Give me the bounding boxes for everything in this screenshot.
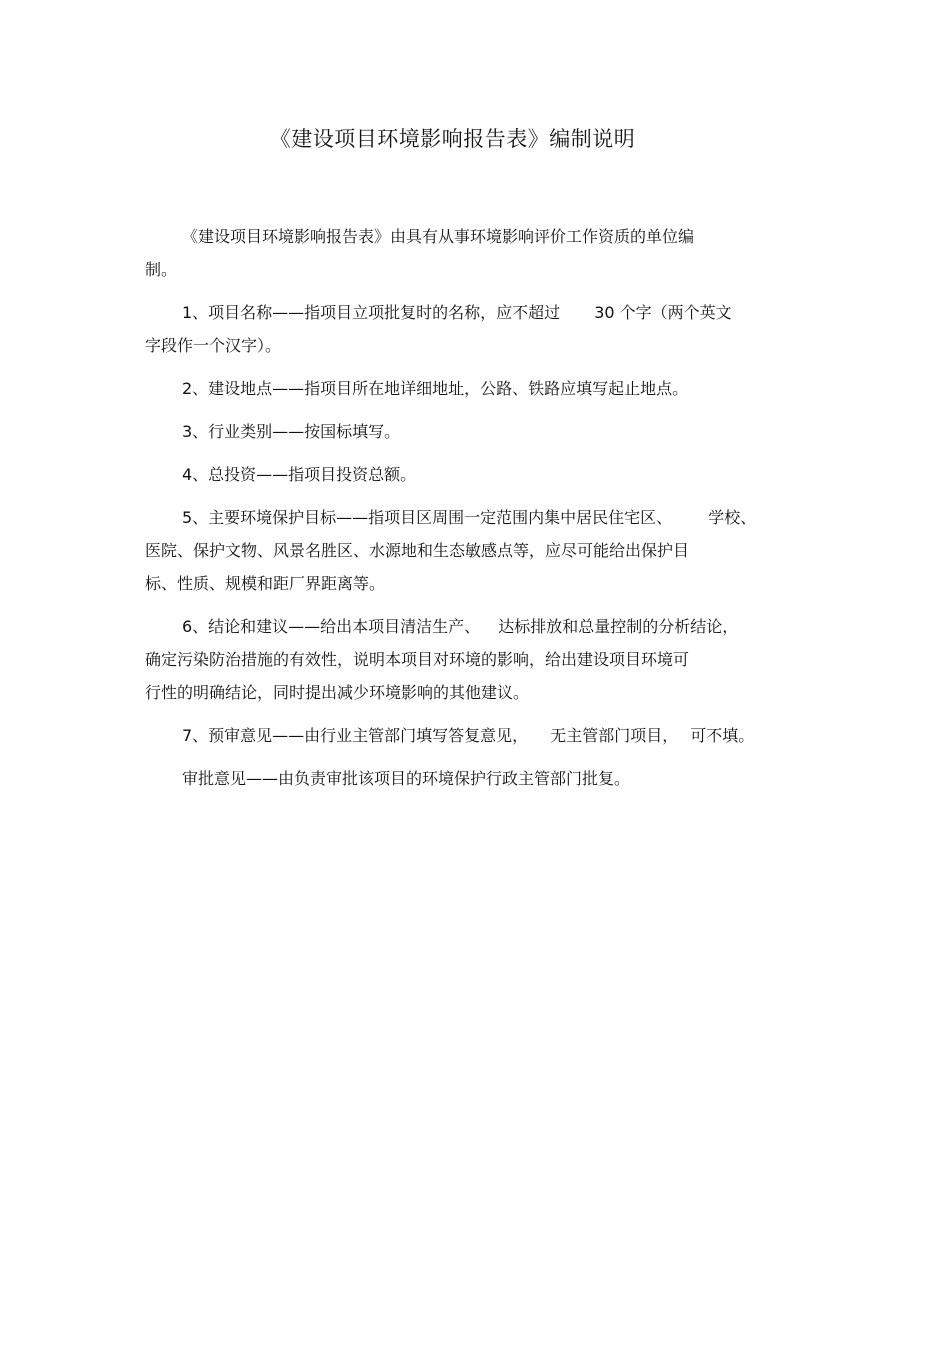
- document-title: 《建设项目环境影响报告表》编制说明: [269, 127, 636, 151]
- text-line: 2、建设地点——指项目所在地详细地址，公路、铁路应填写起止地点。: [182, 379, 689, 398]
- text-line: 3、行业类别——按国标填写。: [182, 422, 401, 441]
- paragraph-item-5: [145, 501, 805, 600]
- text-fragment: 1、项目名称——指项目立项批复时的名称，应不超过: [182, 303, 561, 322]
- paragraph-item-1: [145, 296, 805, 362]
- text-fragment: 7、预审意见——由行业主管部门填写答复意见，: [182, 726, 529, 745]
- paragraph-intro: [145, 220, 805, 286]
- text-line: 医院、保护文物、风景名胜区、水源地和生态敏感点等，应尽可能给出保护目: [145, 541, 690, 560]
- text-fragment: 5、主要环境保护目标——指项目区周围一定范围内集中居民住宅区、: [182, 508, 673, 527]
- text-line: [145, 296, 805, 329]
- text-fragment: 学校、: [708, 508, 757, 527]
- text-line: 《建设项目环境影响报告表》由具有从事环境影响评价工作资质的单位编: [182, 227, 695, 246]
- paragraph-item-2: [145, 372, 805, 405]
- text-line: 审批意见——由负责审批该项目的环境保护行政主管部门批复。: [182, 769, 631, 788]
- text-line: [145, 610, 805, 643]
- text-line: 确定污染防治措施的有效性，说明本项目对环境的影响，给出建设项目环境可: [145, 650, 690, 669]
- text-fragment: 达标排放和总量控制的分析结论，: [498, 617, 739, 636]
- text-fragment: 6、结论和建议——给出本项目清洁生产、: [182, 617, 481, 636]
- text-line: 制。: [145, 260, 178, 279]
- text-fragment: 30 个字（两个英文: [594, 303, 732, 322]
- text-line: [145, 719, 805, 752]
- paragraph-item-3: [145, 415, 805, 448]
- paragraph-approval: [145, 762, 805, 795]
- text-line: 4、总投资——指项目投资总额。: [182, 465, 417, 484]
- paragraph-item-4: [145, 458, 805, 491]
- text-line: [145, 501, 805, 534]
- text-fragment: 可不填。: [690, 726, 755, 745]
- text-line: 行性的明确结论，同时提出减少环境影响的其他建议。: [145, 683, 530, 702]
- paragraph-item-6: [145, 610, 805, 709]
- text-fragment: 无主管部门项目，: [550, 726, 679, 745]
- document-body: [145, 220, 805, 805]
- text-line: 字段作一个汉字）。: [145, 336, 282, 355]
- paragraph-item-7: [145, 719, 805, 752]
- text-line: 标、性质、规模和距厂界距离等。: [145, 574, 386, 593]
